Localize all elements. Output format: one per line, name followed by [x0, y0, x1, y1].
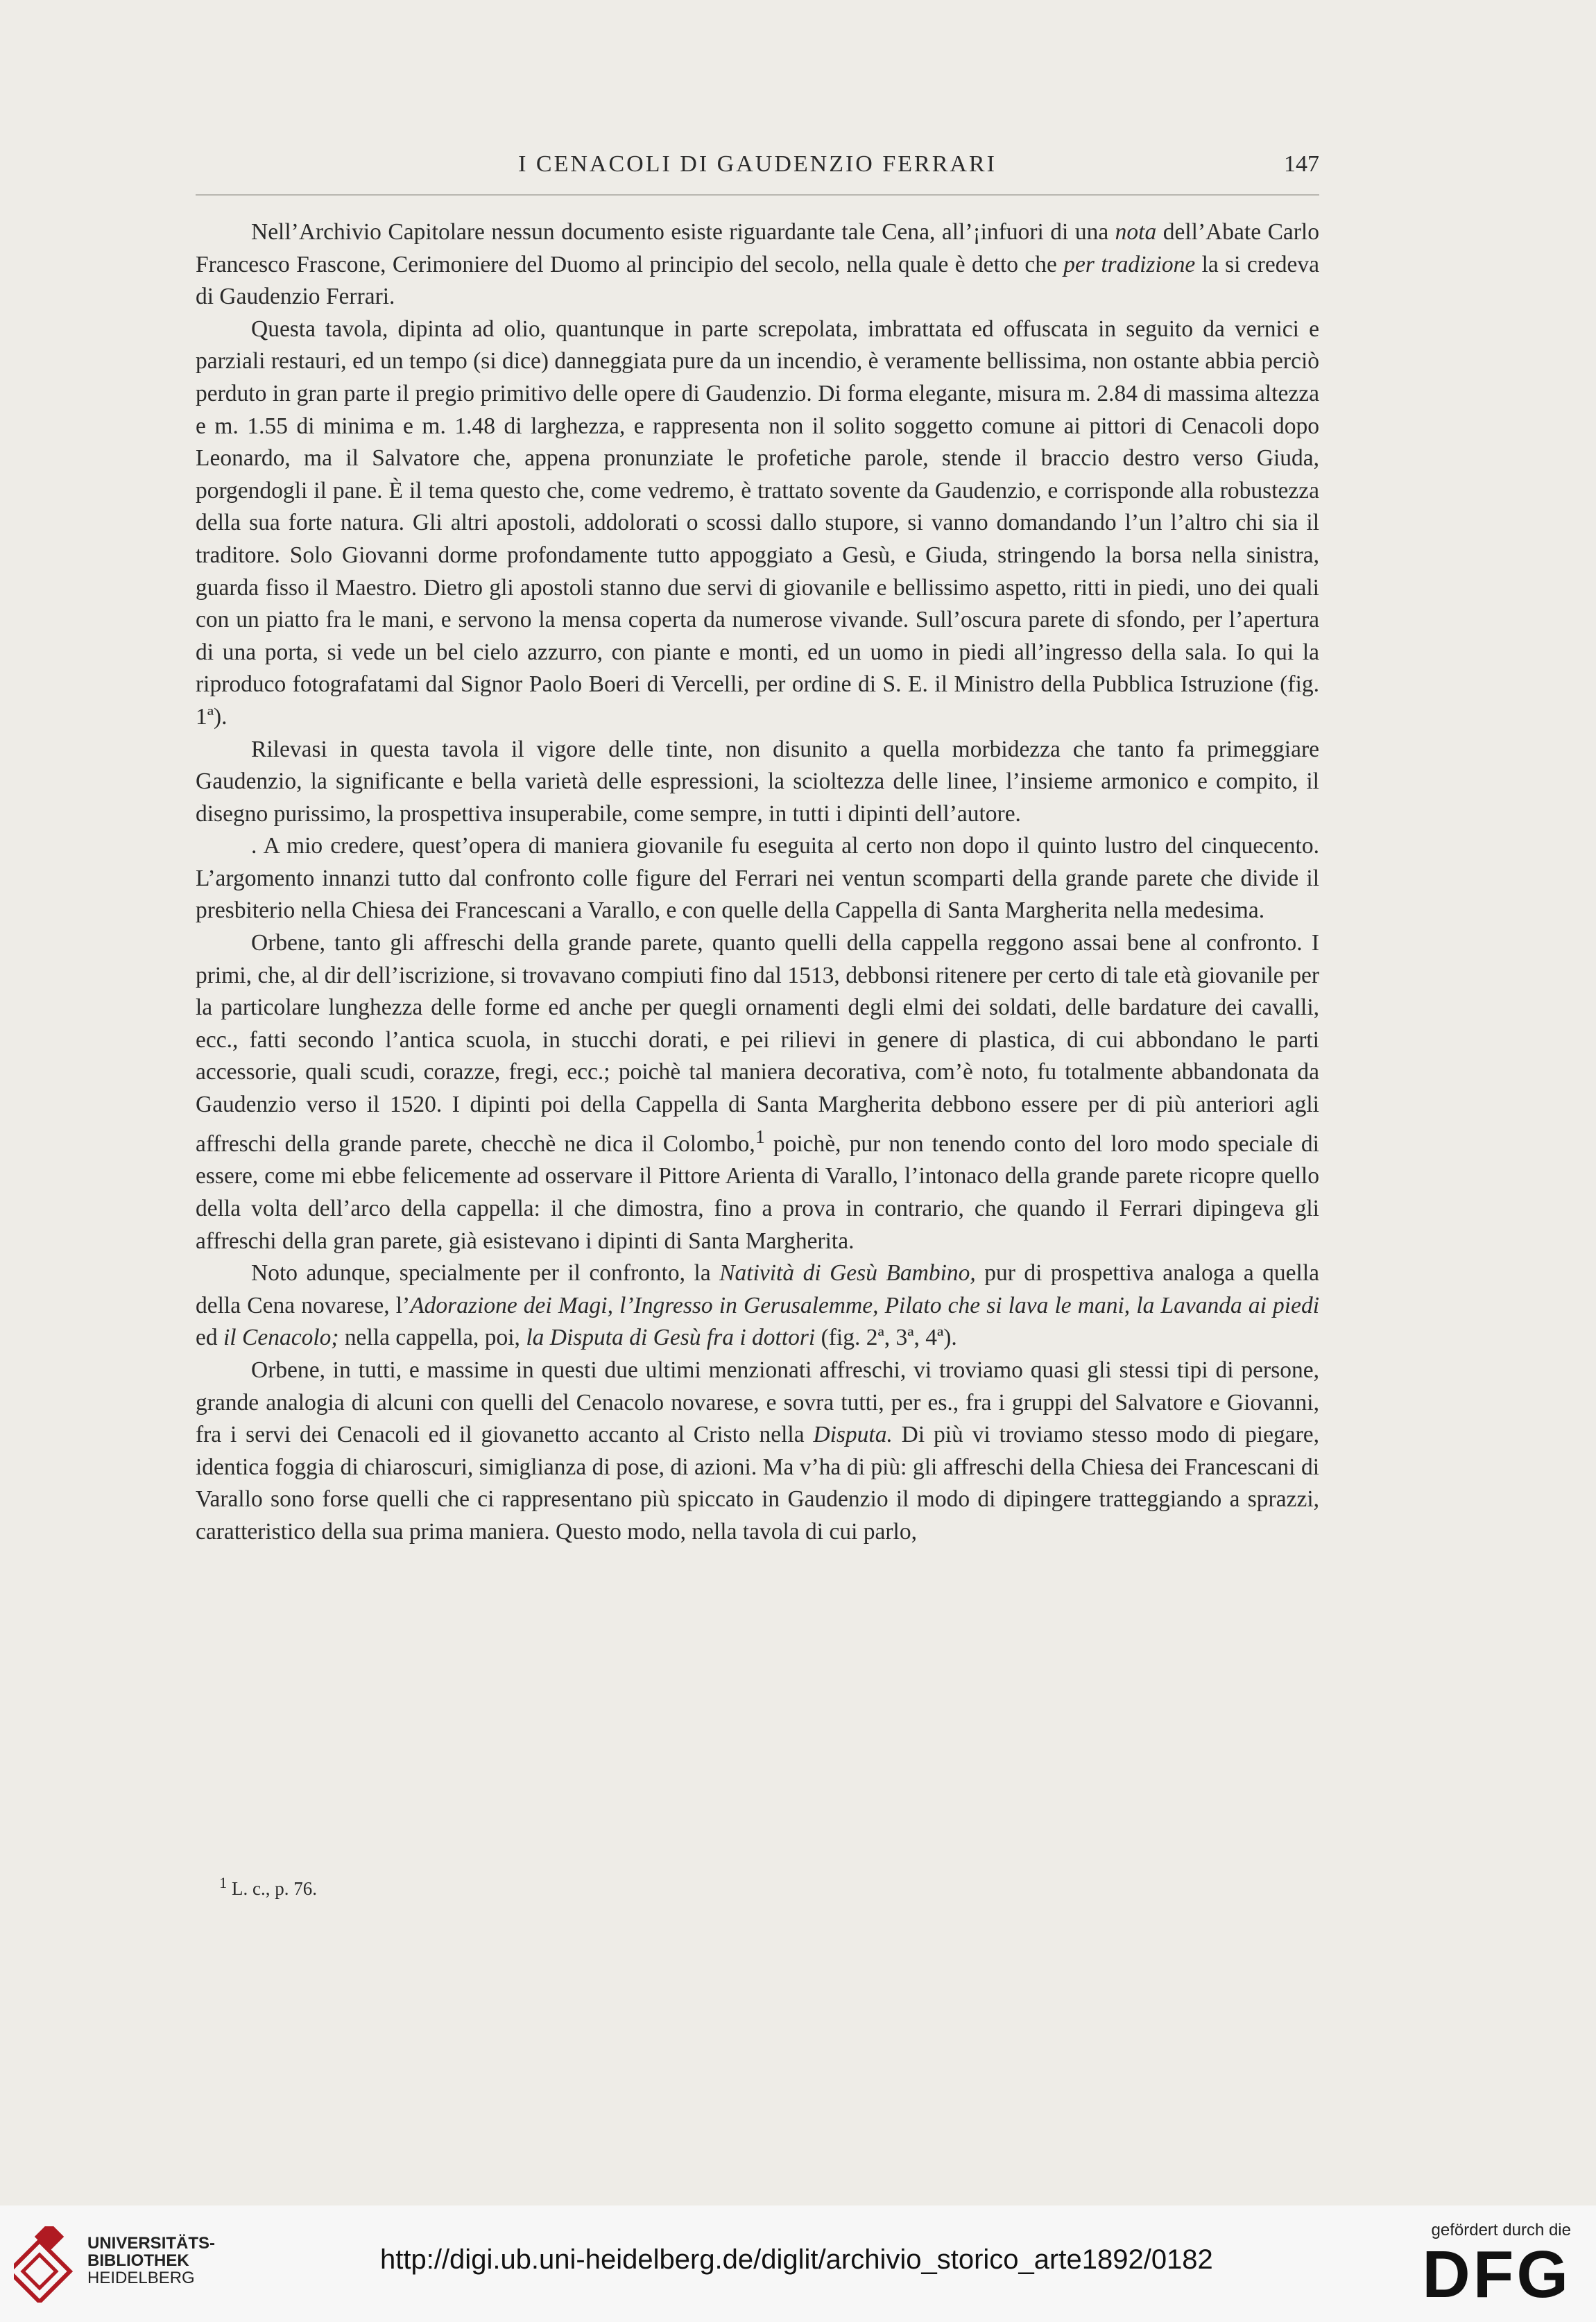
library-name-line2: BIBLIOTHEK — [87, 2251, 189, 2270]
library-name-line1: UNIVERSITÄTS- — [87, 2234, 216, 2253]
running-title: I CENACOLI DI GAUDENZIO FERRARI — [518, 151, 997, 177]
italic-run: nota — [1115, 219, 1157, 245]
text-run: nella cappella, poi, — [338, 1325, 526, 1351]
text-run: Orbene, in tutti, e massime in questi due ultimi menzionati affreschi, vi troviamo quasi gli stessi tipi di persone, grande analogia di alcuni con quelli del Cenacolo novarese, e sovra tutti, per es., fra i gruppi del Salvatore e Giovanni, fra i servi dei Cenacoli ed il giovanetto accanto al Cristo nella — [196, 1357, 1319, 1448]
sponsor-caption: gefördert durch die — [1431, 2221, 1571, 2239]
text-run: ed — [196, 1325, 223, 1351]
text-run: dell’Abate Carlo Francesco Frascone, Cerimoniere del Duomo al principio del secolo, nella quale è detto che — [196, 219, 1319, 277]
italic-run: per tradizione — [1063, 251, 1196, 277]
italic-run: la Disputa di Gesù fra i dottori — [526, 1325, 816, 1351]
text-run: la si credeva di Gaudenzio Ferrari. — [196, 251, 1319, 310]
library-name-line3: HEIDELBERG — [87, 2269, 195, 2287]
italic-run: il Cenacolo; — [223, 1325, 339, 1351]
source-url-link[interactable]: http://digi.ub.uni-heidelberg.de/diglit/archivio_storico_arte1892/0182 — [380, 2244, 1213, 2275]
text-run: Di più vi troviamo stesso modo di piegare, identica foggia di chiaroscuri, simiglianza di pose, di azioni. Ma v’ha di più: gli affreschi della Chiesa dei Francescani di Varallo sono forse quelli che ci rappresentano più spiccato in Gaudenzio il modo di dipingere tratteggiando a sprazzi, caratteristico della sua prima maniera. Questo modo, nella tavola di cui parlo, — [196, 1422, 1319, 1545]
text-run: Questa tavola, dipinta ad olio, quantunque in parte screpolata, imbrattata ed offuscata in seguito da vernici e parziali restauri, ed un tempo (si dice) danneggiata pure da un incendio, è veramente bellissima, non ostante abbia perciò perduto in gran parte il pregio primitivo delle opere di Gaudenzio. Di forma elegante, misura m. 2.84 di massima altezza e m. 1.55 di minima e m. 1.48 di larghezza, e rappresenta non il solito soggetto comune ai pittori di Cenacoli dopo Leonardo, ma il Salvatore che, appena pronunziate le profetiche parole, stende il braccio destro verso Giuda, porgendogli il pane. È il tema questo che, come vedremo, è trattato sovente da Gaudenzio, e corrisponde alla robustezza della sua forte natura. Gli altri apostoli, addolorati o scossi dallo stupore, si vanno domandando l’un l’altro chi sia il traditore. Solo Giovanni dorme profondamente tutto appoggiato a Gesù, e Giuda, stringendo la borsa nella sinistra, guarda fisso il Maestro. Dietro gli apostoli stanno due servi di giovanile e bellissimo aspetto, ritti in piedi, uno dei quali con un piatto fra le mani, e servono la mensa coperta da numerose vivande. Sull’oscura parete di sfondo, per l’apertura di una porta, si vede un bel cielo azzurro, con piante e monti, ed un uomo in piedi all’ingresso della sala. Io qui la riproduco fotografatami dal Signor Paolo Boeri di Vercelli, per ordine di S. E. il Ministro della Pubblica Istruzione (fig. 1ª). — [196, 316, 1319, 730]
text-run: pur di prospettiva analoga a quella della Cena novarese, l’ — [196, 1260, 1320, 1318]
university-library-logo-icon — [14, 2226, 78, 2303]
sponsor-block — [1422, 2221, 1571, 2310]
dfg-logo: DFG — [1422, 2237, 1571, 2312]
footnote-mark: 1 — [219, 1874, 228, 1891]
digitization-footer — [0, 2205, 1596, 2322]
text-run: Rilevasi in questa tavola il vigore delle tinte, non disunito a quella morbidezza che tanto fa primeggiare Gaudenzio, la significante e bella varietà delle espressioni, la scioltezza delle linee, l’insieme armonico e compito, il disegno purissimo, la prospettiva insuperabile, come sempre, in tutti i dipinti dell’autore. — [196, 736, 1319, 827]
text-run: Orbene, tanto gli affreschi della grande parete, quanto quelli della cappella reggono assai bene al confronto. I primi, che, al dir dell’iscrizione, si trovavano compiuti fino dal 1513, debbonsi ritenere per certo di tale età giovanile per la particolare lunghezza delle forme ed anche per quegli ornamenti degli elmi dei soldati, delle bardature dei cavalli, ecc., fatti secondo l’antica scuola, in stucchi dorati, e pei rilievi in genere di plastica, di cui abbondano le parti accessorie, quali scudi, corazze, fregi, ecc.; poichè tal maniera decorativa, com’è noto, fu totalmente abbandonata da Gaudenzio verso il 1520. I dipinti poi della Cappella di Santa Margherita debbono essere per di più anteriori agli affreschi della grande parete, checchè ne dica il Colombo, — [196, 930, 1319, 1157]
body-text — [196, 216, 1319, 1549]
italic-run: Disputa. — [813, 1422, 893, 1448]
page-number: 147 — [1284, 151, 1319, 177]
text-run: (fig. 2ª, 3ª, 4ª). — [815, 1325, 957, 1351]
italic-run: Adorazione dei Magi, l’Ingresso in Gerusalemme, Pilato che si lava le mani, la Lavanda ai piedi — [410, 1292, 1320, 1318]
text-run: . A mio credere, quest’opera di maniera giovanile fu eseguita al certo non dopo il quinto lustro del cinquecento. L’argomento innanzi tutto dal confronto colle figure del Ferrari nei ventun scomparti della grande parete che divide il presbiterio nella Chiesa dei Francescani a Varallo, e con quelle della Cappella di Santa Margherita nella medesima. — [196, 833, 1319, 924]
paragraph — [196, 1257, 1319, 1354]
paragraph — [196, 1354, 1319, 1549]
library-name — [87, 2235, 215, 2287]
header-rule — [196, 194, 1319, 196]
footnote-text: L. c., p. 76. — [227, 1878, 317, 1899]
paragraph — [196, 927, 1319, 1257]
text-run: Noto adunque, specialmente per il confronto, la — [251, 1260, 720, 1287]
text-run: Nell’Archivio Capitolare nessun documento esiste riguardante tale Cena, all’¡infuori di una — [251, 219, 1115, 245]
text-run: poichè, pur non tenendo conto del loro modo speciale di essere, come mi ebbe felicemente ad osservare il Pittore Arienta di Varallo, l’intonaco della grande parete ricopre quello della volta dell’arco della cappella: il che dimostra, fino a prova in contrario, che quando il Ferrari dipingeva gli affreschi della gran parete, già esistevano i dipinti di Santa Margherita. — [196, 1130, 1319, 1254]
paragraph — [196, 830, 1319, 927]
running-head — [196, 151, 1319, 186]
footnote-ref: 1 — [755, 1126, 765, 1148]
italic-run: Natività di Gesù Bambino, — [719, 1260, 976, 1287]
paragraph — [196, 313, 1319, 734]
paragraph — [196, 734, 1319, 831]
footnote — [219, 1874, 317, 1900]
paragraph — [196, 216, 1319, 313]
